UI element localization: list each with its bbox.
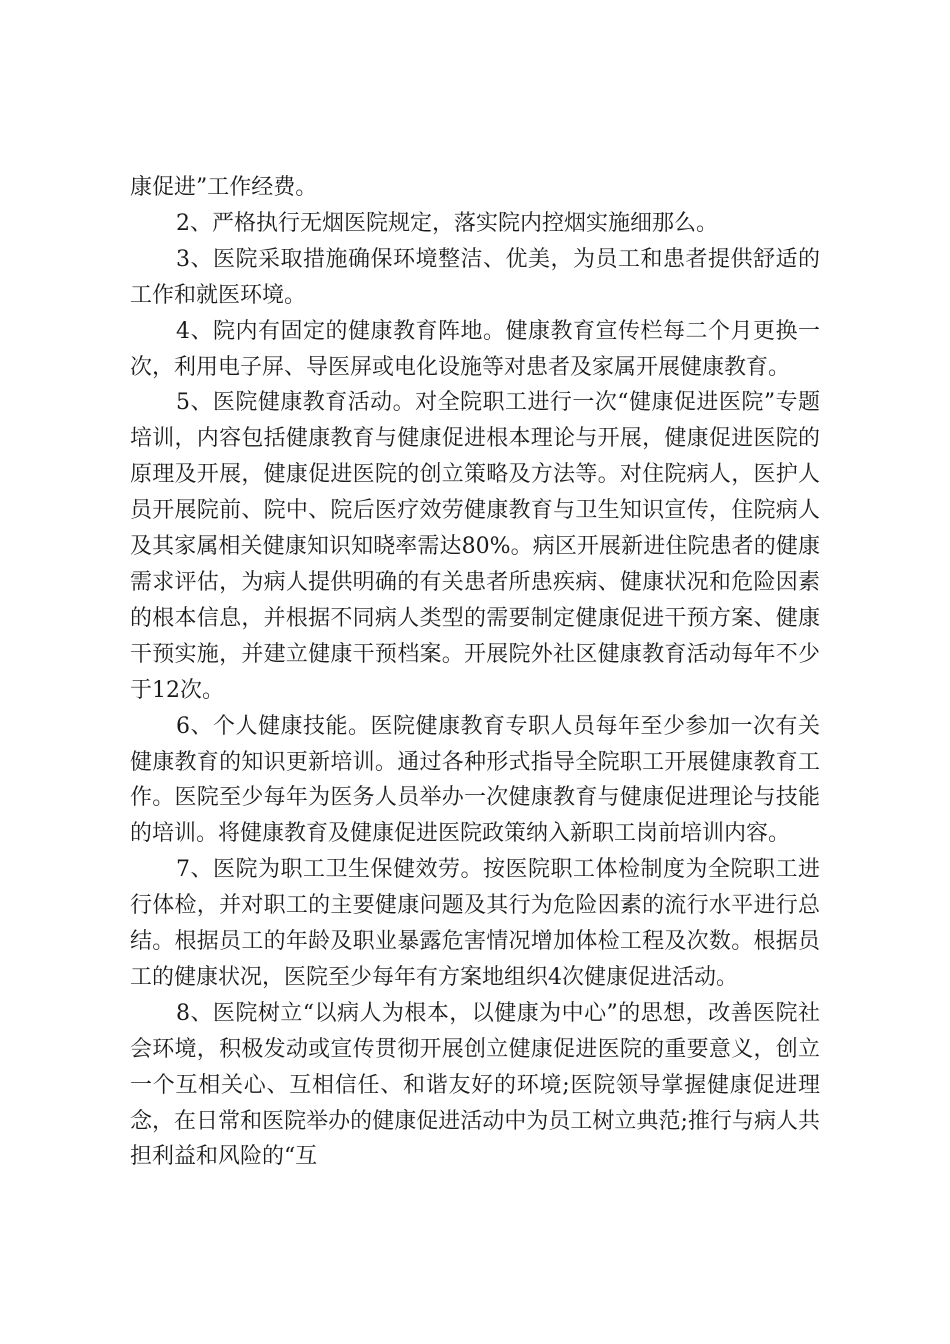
paragraph-item-5: 5、医院健康教育活动。对全院职工进行一次“健康促进医院”专题培训，内容包括健康教育与健康促进根本理论与开展，健康促进医院的原理及开展，健康促进医院的创立策略及方法等。对住院病人，医护人员开展院前、院中、院后医疗效劳健康教育与卫生知识宣传，住院病人及其家属相关健康知识知晓率需达80%。病区开展新进住院患者的健康需求评估，为病人提供明确的有关患者所患疾病、健康状况和危险因素的根本信息，并根据不同病人类型的需要制定健康促进干预方案、健康干预实施，并建立健康干预档案。开展院外社区健康教育活动每年不少于12次。 (130, 390, 820, 703)
paragraph-item-3: 3、医院采取措施确保环境整洁、优美，为员工和患者提供舒适的工作和就医环境。 (130, 246, 820, 308)
paragraph-continuation: 康促进”工作经费。 (130, 175, 318, 200)
paragraph-item-4: 4、院内有固定的健康教育阵地。健康教育宣传栏每二个月更换一次，利用电子屏、导医屏或电化设施等对患者及家属开展健康教育。 (130, 318, 820, 380)
paragraph-item-2: 2、严格执行无烟医院规定，落实院内控烟实施细那么。 (176, 210, 718, 236)
document-page (130, 170, 820, 1175)
paragraph-item-6: 6、个人健康技能。医院健康教育专职人员每年至少参加一次有关健康教育的知识更新培训。通过各种形式指导全院职工开展健康教育工作。医院至少每年为医务人员举办一次健康教育与健康促进理论与技能的培训。将健康教育及健康促进医院政策纳入新职工岗前培训内容。 (130, 713, 820, 847)
paragraph-item-8: 8、医院树立“以病人为根本，以健康为中心”的思想，改善医院社会环境，积极发动或宣传贯彻开展创立健康促进医院的重要意义，创立一个互相关心、互相信任、和谐友好的环境;医院领导掌握健康促进理念，在日常和医院举办的健康促进活动中为员工树立典范;推行与病人共担利益和风险的“互 (130, 1000, 820, 1170)
paragraph-item-7: 7、医院为职工卫生保健效劳。按医院职工体检制度为全院职工进行体检，并对职工的主要健康问题及其行为危险因素的流行水平进行总结。根据员工的年龄及职业暴露危害情况增加体检工程及次数。根据员工的健康状况，医院至少每年有方案地组织4次健康促进活动。 (130, 857, 820, 990)
